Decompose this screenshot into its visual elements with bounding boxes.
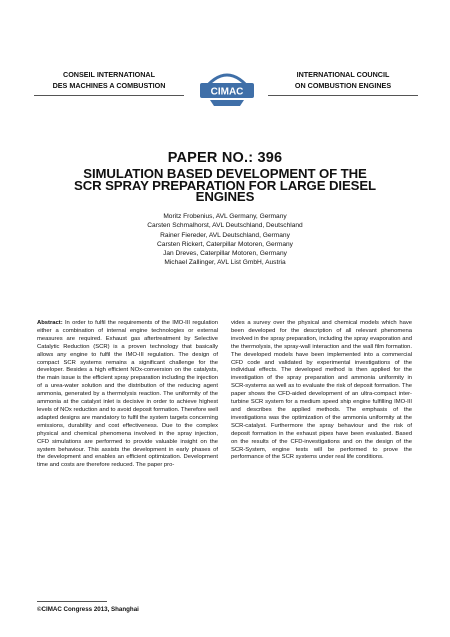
author-entry: Carsten Schmalhorst, AVL Deutschland, Deutschland <box>147 222 303 230</box>
abstract-text-left: In order to fulfil the requirements of the IMO-III regulation either a combination of internal engine technologies or external measures are required. Exhaust gas aftertreatment by Selective Catalytic Reduction (SCR) is a proven technology that basically allows any engine to fulfil the IMO-III regulation. The design of compact SCR systems remains a significant challenge for the developer. Besides a high efficient NOx-conversion on the catalysts, the main issue is the efficient spray preparation including the injection of a urea-water solution and the distribution of the reducing agent ammonia, generated by a thermolysis reaction. The uniformity of the ammonia at the catalyst inlet is decisive in order to achieve highest levels of NOx reduction and to avoid deposit formation. Therefore well adapted designs are mandatory to fulfil the system targets concerning emissions, durability and cost effectiveness. Due to the complex physical and chemical phenomena involved in the spray injection, CFD simulations are performed to provide valuable insight on the system behaviour. This assists the development in early phases of the development and enables an efficient optimization. Development time and costs are therefore reduced. The paper pro- <box>37 320 218 469</box>
abstract-column-left <box>37 320 218 470</box>
paper-title <box>40 168 410 203</box>
header-right-line1: INTERNATIONAL COUNCIL <box>296 70 390 79</box>
title-line: SCR SPRAY PREPARATION FOR LARGE DIESEL <box>74 177 376 193</box>
header-right-line2: ON COMBUSTION ENGINES <box>294 81 392 90</box>
author-entry: Rainer Fiereder, AVL Deutschland, Germany <box>160 231 290 239</box>
author-entry: Moritz Frobenius, AVL Germany, Germany <box>163 213 287 220</box>
abstract-column-right <box>231 320 412 462</box>
author-entry: Carsten Rickert, Caterpillar Motoren, Germany <box>157 240 293 248</box>
author-entry: Michael Zallinger, AVL List GmbH, Austria <box>164 259 286 267</box>
cimac-logo-icon <box>196 62 258 108</box>
header-right-rule <box>268 95 418 96</box>
author-entry: Jan Dreves, Caterpillar Motoren, Germany <box>163 250 287 258</box>
header-left-rule <box>34 95 184 96</box>
header-right-organization <box>268 69 418 91</box>
title-line: ENGINES <box>195 189 255 204</box>
abstract-label: Abstract: <box>37 320 63 326</box>
author-list <box>0 212 450 268</box>
paper-number: PAPER NO.: 396 <box>167 150 283 166</box>
footer-rule <box>37 601 107 602</box>
header-left-line1: CONSEIL INTERNATIONAL <box>63 70 155 79</box>
footer-copyright: ©CIMAC Congress 2013, Shanghai <box>37 606 139 613</box>
header-left-line2: DES MACHINES A COMBUSTION <box>52 81 166 90</box>
logo-text: CIMAC <box>210 86 244 98</box>
title-line: SIMULATION BASED DEVELOPMENT OF THE <box>83 166 367 181</box>
abstract-text-right: vides a survey over the physical and chemical models which have been developed for the description of all relevant phenomena involved in the spray preparation, including the spray evaporation and the thermolysis, the spray-wall interaction and the wall film formation. The developed models have been implemented into a commercial CFD code and validated by experimental investigations of the individual effects. The developed method is then applied for the investigation of the spray preparation and ammonia uniformity in SCR-systems as well as to evaluate the risk of deposit formation. The paper shows the CFD-aided development of an ultra-compact inter-turbine SCR system for a medium speed ship engine fulfilling IMO-III and describes the applied methods. The emphasis of the investigations was the optimization of the ammonia uniformity at the SCR-catalyst. Furthermore the spray behaviour and the risk of deposit formation in the exhaust pipes have been evaluated. Based on the results of the CFD-investigations and on the design of the SCR-System, engine tests will be performed to prove the performance of the SCR systems under real life conditions. <box>231 320 412 461</box>
header-left-organization <box>34 69 184 91</box>
